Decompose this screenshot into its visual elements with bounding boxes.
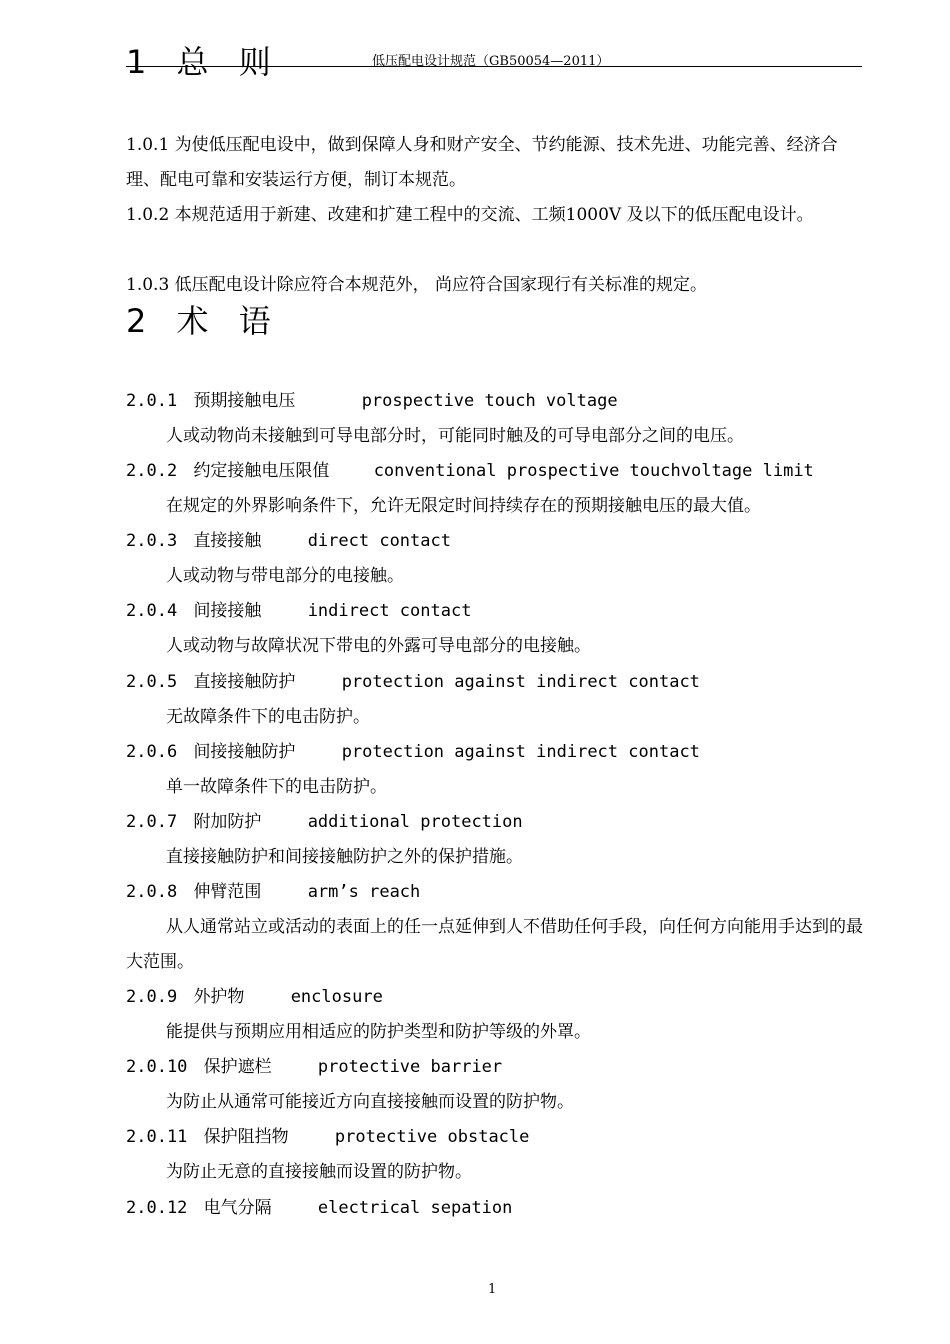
term-chinese: 间接接触防护 xyxy=(193,742,296,762)
term-english: protective obstacle xyxy=(334,1127,530,1147)
term-chinese: 附加防护 xyxy=(193,812,262,832)
term-definition: 无故障条件下的电击防护。 xyxy=(166,707,370,727)
term-number: 2.0.12 xyxy=(126,1198,188,1218)
term-definition: 人或动物与故障状况下带电的外露可导电部分的电接触。 xyxy=(166,636,591,656)
term-number: 2.0.4 xyxy=(126,601,178,621)
term-header xyxy=(126,1056,502,1078)
term-number: 2.0.11 xyxy=(126,1127,188,1147)
term-header xyxy=(126,811,523,833)
term-header xyxy=(126,741,700,763)
term-english: additional protection xyxy=(307,812,523,832)
clause-1-0-1: 1.0.1 为使低压配电设中，做到保障人身和财产安全、节约能源、技术先进、功能完善、经济合理、配电可靠和安装运行方便，制订本规范。 xyxy=(126,135,838,190)
term-number: 2.0.6 xyxy=(126,742,178,762)
term-definition: 能提供与预期应用相适应的防护类型和防护等级的外罩。 xyxy=(166,1022,591,1042)
term-chinese: 直接接触防护 xyxy=(193,672,296,692)
term-definition: 为防止无意的直接接触而设置的防护物。 xyxy=(166,1162,472,1182)
term-chinese: 预期接触电压 xyxy=(193,391,296,411)
term-chinese: 伸臂范围 xyxy=(193,882,262,902)
term-number: 2.0.9 xyxy=(126,987,178,1007)
term-header xyxy=(126,1126,529,1148)
term-chinese: 保护阻挡物 xyxy=(203,1127,289,1147)
term-english: enclosure xyxy=(290,987,383,1007)
term-number: 2.0.5 xyxy=(126,672,178,692)
term-chinese: 保护遮栏 xyxy=(203,1057,272,1077)
term-definition: 从人通常站立或活动的表面上的任一点延伸到人不借助任何手段，向任何方向能用手达到的最大范围。 xyxy=(126,917,863,972)
term-english: electrical sepation xyxy=(317,1198,513,1218)
running-header-title: 低压配电设计规范（GB50054—2011） xyxy=(372,54,610,69)
term-english: protection against indirect contact xyxy=(341,742,700,762)
header-rule xyxy=(126,66,862,67)
term-chinese: 电气分隔 xyxy=(203,1198,272,1218)
term-header xyxy=(126,881,420,903)
term-definition: 人或动物与带电部分的电接触。 xyxy=(166,566,404,586)
term-definition: 单一故障条件下的电击防护。 xyxy=(166,777,387,797)
term-definition: 在规定的外界影响条件下，允许无限定时间持续存在的预期接触电压的最大值。 xyxy=(166,496,761,516)
term-english: direct contact xyxy=(307,531,451,551)
term-header xyxy=(126,390,618,412)
term-definition: 直接接触防护和间接接触防护之外的保护措施。 xyxy=(166,847,523,867)
term-number: 2.0.2 xyxy=(126,461,178,481)
clause-1-0-3: 1.0.3 低压配电设计除应符合本规范外， 尚应符合国家现行有关标准的规定。 xyxy=(126,275,708,295)
term-header xyxy=(126,671,700,693)
chapter-2-heading: 2 术 语 xyxy=(126,302,281,340)
term-english: indirect contact xyxy=(307,601,472,621)
term-number: 2.0.8 xyxy=(126,882,178,902)
term-chinese: 外护物 xyxy=(193,987,245,1007)
term-number: 2.0.3 xyxy=(126,531,178,551)
term-english: protective barrier xyxy=(317,1057,503,1077)
term-english: arm’s reach xyxy=(307,882,421,902)
clause-1-0-2: 1.0.2 本规范适用于新建、改建和扩建工程中的交流、工频1000V 及以下的低压配电设计。 xyxy=(126,205,814,225)
page-number: 1 xyxy=(488,1282,497,1297)
term-definition: 为防止从通常可能接近方向直接接触而设置的防护物。 xyxy=(166,1092,574,1112)
term-number: 2.0.7 xyxy=(126,812,178,832)
term-header xyxy=(126,460,814,482)
term-number: 2.0.1 xyxy=(126,391,178,411)
term-header xyxy=(126,530,451,552)
term-chinese: 约定接触电压限值 xyxy=(193,461,330,481)
term-english: protection against indirect contact xyxy=(341,672,700,692)
term-header xyxy=(126,1197,512,1219)
term-english: prospective touch voltage xyxy=(361,391,618,411)
term-definition: 人或动物尚未接触到可导电部分时，可能同时触及的可导电部分之间的电压。 xyxy=(166,426,744,446)
term-number: 2.0.10 xyxy=(126,1057,188,1077)
term-chinese: 间接接触 xyxy=(193,601,262,621)
term-header xyxy=(126,600,471,622)
term-chinese: 直接接触 xyxy=(193,531,262,551)
term-english: conventional prospective touchvoltage limit xyxy=(373,461,814,481)
chapter-1-heading: 1 总 则 xyxy=(126,43,281,81)
term-header xyxy=(126,986,383,1008)
